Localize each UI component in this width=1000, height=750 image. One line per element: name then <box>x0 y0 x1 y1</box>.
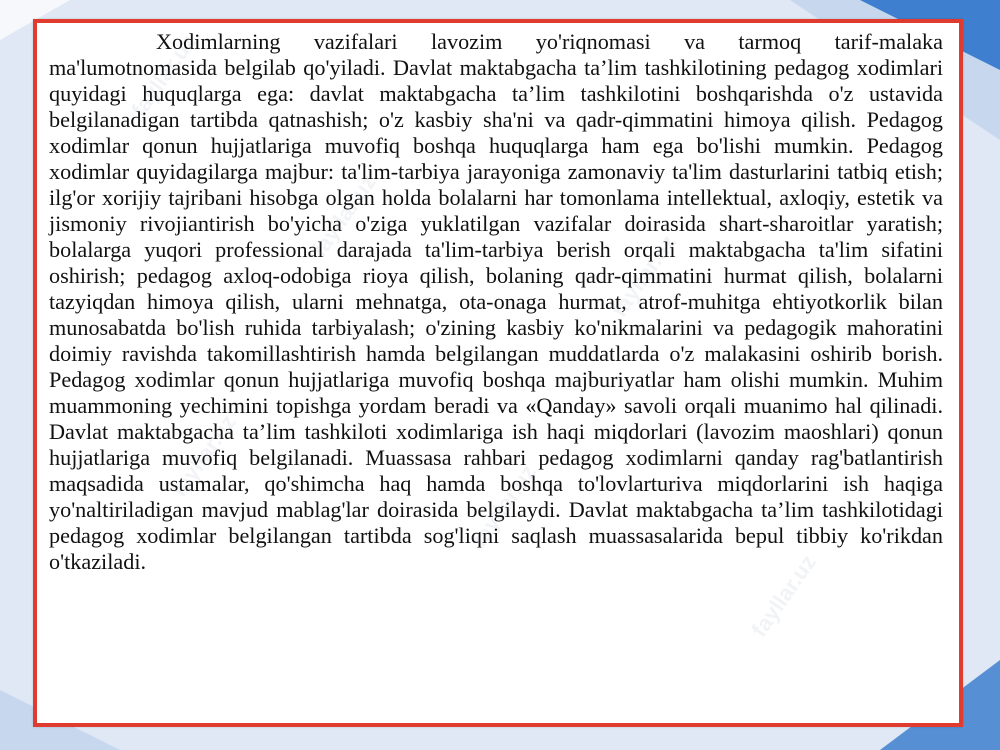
watermark-text: fayllar.uz <box>166 409 241 502</box>
slide-content-frame <box>33 19 963 727</box>
watermark-text: fayllar.uz <box>126 29 201 122</box>
watermark-text: fayllar.uz <box>606 229 681 322</box>
watermark-text: fayllar.uz <box>466 459 541 552</box>
watermark-text: fayllar.uz <box>746 549 821 642</box>
body-paragraph: Xodimlarning vazifalari lavozim yo'riqnomasi va tarmoq tarif-malaka ma'lumotnomasida belgilab qo'yiladi. Davlat maktabgacha ta’lim tashkilotining pedagog xodimlari quyidagi huquqlarga ega: davlat maktabgacha ta’lim tashkilotini boshqarishda o'z ustavida belgilanadigan tartibda qatnashish; o'z kasbiy sha'ni va qadr-qimmatini himoya qilish. Pedagog xodimlar qonun hujjatlariga muvofiq boshqa huquqlarga ham ega bo'lishi mumkin. Pedagog xodimlar quyidagilarga majbur: ta'lim-tarbiya jarayoniga zamonaviy ta'lim dasturlarini tatbiq etish; ilg'or xorijiy tajribani hisobga olgan holda bolalarni har tomonlama intellektual, axloqiy, estetik va jismoniy rivojiantirish bo'yicha o'ziga yuklatilgan vazifalar doirasida shart-sharoitlar yaratish; bolalarga yuqori professional darajada ta'lim-tarbiya berish orqali maktabgacha ta'lim sifatini oshirish; pedagog axloq-odobiga rioya qilish, bolaning qadr-qimmatini hurmat qilish, bolalarni tazyiqdan himoya qilish, ularni mehnatga, ota-onaga hurmat, atrof-muhitga ehtiyotkorlik bilan munosabatda bo'lish ruhida tarbiyalash; o'zining kasbiy ko'nikmalarini va pedagogik mahoratini doimiy ravishda takomillashtirish hamda belgilangan muddatlarda o'z malakasini oshirib borish. Pedagog xodimlar qonun hujjatlariga muvofiq boshqa majburiyatlar ham olishi mumkin. Muhim muammoning yechimini topishga yordam beradi va «Qanday» savoli orqali muanimo hal qilinadi. Davlat maktabgacha ta’lim tashkiloti xodimlariga ish haqi miqdorlari (lavozim maoshlari) qonun hujjatlariga muvofiq belgilanadi. Muassasa rahbari pedagog xodimlarni qanday rag'batlantirish maqsadida ustamalar, qo'shimcha haq hamda boshqa to'lovlarturiva miqdorlarini ish haqiga yo'naltiriladigan mavjud mablag'lar doirasida belgilaydi. Davlat maktabgacha ta’lim tashkilotidagi pedagog xodimlar belgilangan tartibda sog'liqni saqlash muassasalarida bepul tibbiy ko'rikdan o'tkaziladi. <box>49 29 943 574</box>
watermark-text: fayllar.uz <box>306 169 381 262</box>
